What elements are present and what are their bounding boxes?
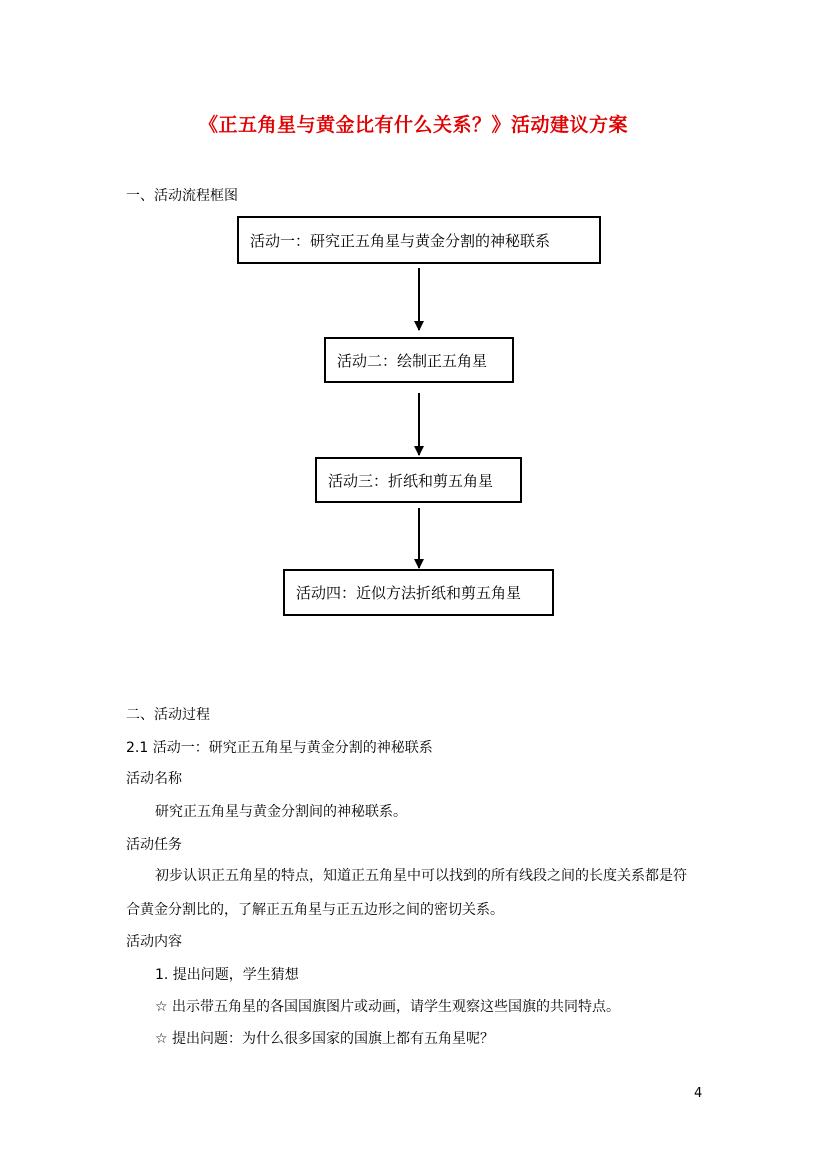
sub-heading-activity-1: 2.1 活动一：研究正五角星与黄金分割的神秘联系 <box>126 740 433 756</box>
flow-arrow-1 <box>418 268 420 330</box>
activity-task-label: 活动任务 <box>126 837 182 853</box>
document-title: 《正五角星与黄金比有什么关系？》活动建议方案 <box>198 114 628 136</box>
activity-name-text: 研究正五角星与黄金分割间的神秘联系。 <box>155 804 407 820</box>
flow-box-activity-3: 活动三：折纸和剪五角星 <box>315 457 522 503</box>
flow-box-activity-4: 活动四：近似方法折纸和剪五角星 <box>283 569 554 616</box>
content-item-3: ☆ 提出问题：为什么很多国家的国旗上都有五角星呢？ <box>155 1031 494 1047</box>
flow-arrow-3 <box>418 508 420 568</box>
flow-box-activity-1: 活动一：研究正五角星与黄金分割的神秘联系 <box>237 216 601 264</box>
page-number: 4 <box>694 1086 703 1101</box>
section-heading-process: 二、活动过程 <box>126 707 210 723</box>
activity-task-text-line-1: 初步认识正五角星的特点，知道正五角星中可以找到的所有线段之间的长度关系都是符 <box>155 868 687 884</box>
content-item-2: ☆ 出示带五角星的各国国旗图片或动画，请学生观察这些国旗的共同特点。 <box>155 999 620 1015</box>
flow-arrow-2 <box>418 393 420 455</box>
section-heading-flowchart: 一、活动流程框图 <box>126 188 238 204</box>
flow-box-activity-2: 活动二：绘制正五角星 <box>324 337 514 383</box>
content-item-1: 1. 提出问题，学生猜想 <box>155 967 299 983</box>
activity-content-label: 活动内容 <box>126 934 182 950</box>
activity-name-label: 活动名称 <box>126 771 182 787</box>
activity-task-text-line-2: 合黄金分割比的，了解正五角星与正五边形之间的密切关系。 <box>126 902 504 918</box>
